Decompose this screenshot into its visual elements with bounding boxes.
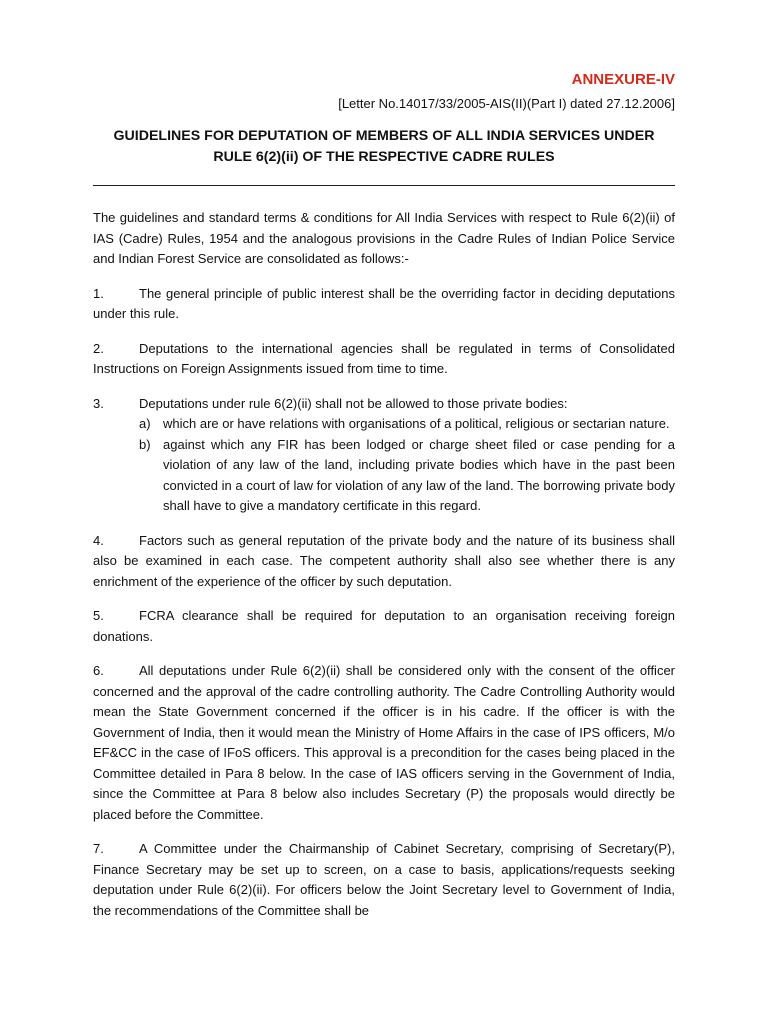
sub-item-label: a) <box>139 416 151 431</box>
title-divider <box>93 185 675 186</box>
paragraph-2 <box>93 339 675 380</box>
sub-item-list <box>93 414 675 517</box>
paragraph-text: Deputations to the international agencies shall be regulated in terms of Consolidated Instructions on Foreign Assignments issued from time to time. <box>93 340 675 376</box>
paragraph-number: 2. <box>93 340 104 356</box>
paragraph-3 <box>93 394 675 415</box>
paragraph-number: 3. <box>93 395 104 411</box>
paragraph-number: 7. <box>93 841 104 856</box>
paragraph-text: Deputations under rule 6(2)(ii) shall not be allowed to those private bodies: <box>139 395 568 411</box>
paragraph-number: 1. <box>93 285 104 301</box>
paragraph-5 <box>93 606 675 647</box>
paragraph-number: 4. <box>93 532 104 548</box>
letter-reference: [Letter No.14017/33/2005-AIS(II)(Part I) dated 27.12.2006] <box>338 96 675 111</box>
sub-item-text: against which any FIR has been lodged or charge sheet filed or case pending for a violation of any law of the land, including private bodies which have in the past been convicted in a court of law for violation of any law of the land. The borrowing private body shall have to give a mandatory certificate in this regard. <box>163 436 675 513</box>
intro-paragraph: The guidelines and standard terms & conditions for All India Services with respect to Rule 6(2)(ii) of IAS (Cadre) Rules, 1954 and the analogous provisions in the Cadre Rules of Indian Police Service and Indian Forest Service are consolidated as follows:- <box>93 210 675 266</box>
paragraph-4 <box>93 531 675 593</box>
sub-item-a <box>93 414 675 435</box>
paragraph-number: 6. <box>93 663 104 678</box>
paragraph-6 <box>93 661 675 825</box>
sub-item-b <box>93 435 675 517</box>
title-line-1: GUIDELINES FOR DEPUTATION OF MEMBERS OF ALL INDIA SERVICES UNDER <box>113 128 655 144</box>
paragraph-text: A Committee under the Chairmanship of Cabinet Secretary, comprising of Secretary(P), Finance Secretary may be set up to screen, on a case to basis, applications/requests seeking deputation under Rule 6(2)(ii). For officers below the Joint Secretary level to Government of India, the recommendations of the Committee shall be <box>93 841 675 918</box>
annexure-label: ANNEXURE-IV <box>571 71 675 88</box>
paragraph-number: 5. <box>93 608 104 623</box>
sub-item-label: b) <box>139 436 151 452</box>
title-line-2: RULE 6(2)(ii) OF THE RESPECTIVE CADRE RULES <box>213 149 555 165</box>
paragraph-text: FCRA clearance shall be required for deputation to an organisation receiving foreign donations. <box>93 608 675 644</box>
paragraph-text: The general principle of public interest shall be the overriding factor in deciding deputations under this rule. <box>93 285 675 321</box>
paragraph-text: Factors such as general reputation of the private body and the nature of its business shall also be examined in each case. The competent authority shall also see whether there is any enrichment of the experience of the officer by such deputation. <box>93 532 675 589</box>
sub-item-text: which are or have relations with organisations of a political, religious or sectarian nature. <box>163 416 670 431</box>
document-title <box>93 126 675 168</box>
paragraph-text: All deputations under Rule 6(2)(ii) shall be considered only with the consent of the officer concerned and the approval of the cadre controlling authority. The Cadre Controlling Authority would mean the State Government concerned if the officer is in his cadre. If the officer is with the Government of India, then it would mean the Ministry of Home Affairs in the case of IPS officers, M/o EF&CC in the case of IFoS officers. This approval is a precondition for the cases being placed in the Committee detailed in Para 8 below. In the case of IAS officers serving in the Government of India, since the Committee at Para 8 below also includes Secretary (P) the proposals would directly be placed before the Committee. <box>93 663 675 822</box>
paragraph-7 <box>93 839 675 921</box>
paragraph-1 <box>93 284 675 325</box>
